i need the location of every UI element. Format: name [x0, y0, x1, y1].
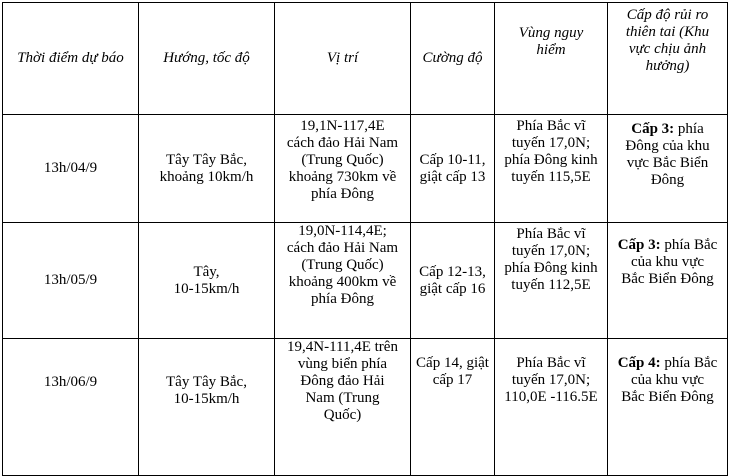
position-cell: 19,0N-114,4E; cách đảo Hải Nam (Trung Quốc) khoảng 400km về phía Đông — [275, 223, 411, 339]
header-position: Vị trí — [275, 3, 411, 115]
direction-speed-cell: Tây Tây Bắc, khoảng 10km/h — [139, 115, 275, 223]
forecast-time-cell: 13h/04/9 — [3, 115, 139, 223]
risk-level-cell — [608, 339, 728, 476]
table-row — [3, 339, 728, 476]
header-row — [3, 3, 728, 115]
risk-level-cell — [608, 223, 728, 339]
header-direction-speed: Hướng, tốc độ — [139, 3, 275, 115]
danger-zone-cell: Phía Bắc vĩ tuyến 17,0N; phía Đông kinh tuyến 115,5E — [495, 115, 608, 223]
table-row — [3, 223, 728, 339]
risk-level-label: Cấp 3: — [631, 121, 675, 137]
danger-zone-cell: Phía Bắc vĩ tuyến 17,0N; phía Đông kinh tuyến 112,5E — [495, 223, 608, 339]
forecast-time-cell: 13h/05/9 — [3, 223, 139, 339]
intensity-cell: Cấp 14, giật cấp 17 — [411, 339, 495, 476]
direction-speed-cell: Tây, 10-15km/h — [139, 223, 275, 339]
forecast-time-cell: 13h/06/9 — [3, 339, 139, 476]
table-row — [3, 115, 728, 223]
header-risk-level: Cấp độ rủi ro thiên tai (Khu vực chịu ảnh hưởng) — [608, 3, 728, 115]
table-header — [3, 3, 728, 115]
header-intensity: Cường độ — [411, 3, 495, 115]
table-body — [3, 115, 728, 476]
intensity-cell: Cấp 10-11, giật cấp 13 — [411, 115, 495, 223]
header-danger-zone: Vùng nguy hiểm — [495, 3, 608, 115]
position-cell: 19,1N-117,4E cách đảo Hải Nam (Trung Quốc) khoảng 730km về phía Đông — [275, 115, 411, 223]
risk-level-label: Cấp 3: — [617, 237, 661, 253]
risk-area-text: phía Bắc của khu vực Bắc Biển Đông — [621, 237, 718, 287]
header-forecast-time: Thời điểm dự báo — [3, 3, 139, 115]
position-cell: 19,4N-111,4E trên vùng biển phía Đông đảo Hải Nam (Trung Quốc) — [275, 339, 411, 476]
intensity-cell: Cấp 12-13, giật cấp 16 — [411, 223, 495, 339]
risk-level-cell — [608, 115, 728, 223]
risk-area-text: phía Đông của khu vực Bắc Biển Đông — [625, 121, 710, 188]
direction-speed-cell: Tây Tây Bắc, 10-15km/h — [139, 339, 275, 476]
danger-zone-cell: Phía Bắc vĩ tuyến 17,0N; 110,0E -116.5E — [495, 339, 608, 476]
storm-forecast-table — [2, 2, 728, 476]
risk-area-text: phía Bắc của khu vực Bắc Biển Đông — [621, 355, 718, 405]
risk-level-label: Cấp 4: — [617, 355, 661, 371]
